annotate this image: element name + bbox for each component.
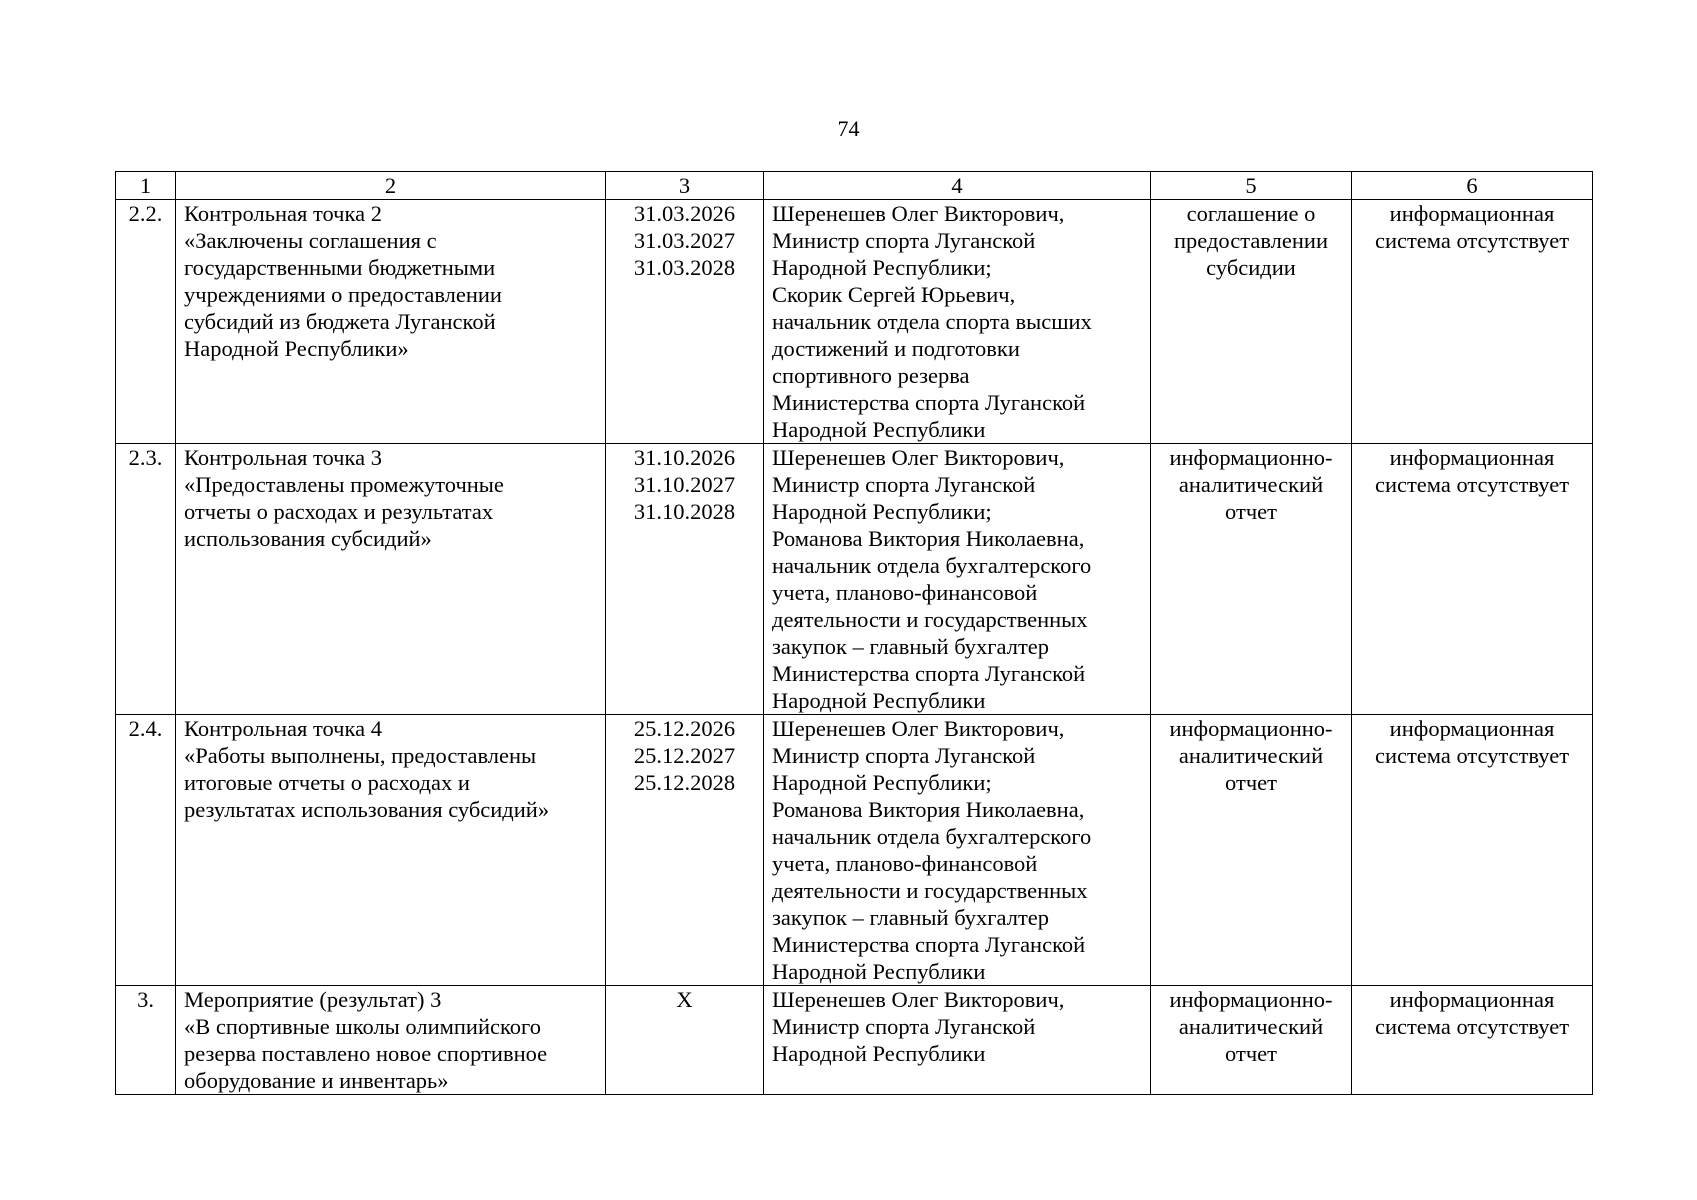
responsible-cell [764,444,1151,715]
deadline-date: 31.10.2027 [633,472,736,497]
responsible-line: Романова Виктория Николаевна, [772,797,1085,822]
responsible-line: учета, планово-финансовой [772,580,1038,605]
responsible-line: Скорик Сергей Юрьевич, [772,282,1016,307]
document-type-line: информационно- [1169,445,1333,470]
responsible-cell [764,200,1151,444]
deadline-date: 31.10.2026 [633,445,736,470]
responsible-line: Министерства спорта Луганской [772,932,1086,957]
responsible-line: начальник отдела спорта высших [772,309,1092,334]
event-name-cell [176,986,606,1095]
deadline-date: 31.10.2028 [633,499,736,524]
event-name-line: резерва поставлено новое спортивное [184,1041,548,1066]
responsible-line: учета, планово-финансовой [772,851,1038,876]
event-name-line: Контрольная точка 2 [184,201,382,226]
deadline-date: 25.12.2028 [633,770,736,795]
responsible-line: Народной Республики [772,417,986,442]
document-type-line: отчет [1225,499,1277,524]
responsible-line: Народной Республики; [772,255,992,280]
document-type-cell [1151,444,1352,715]
event-name-line: «Работы выполнены, предоставлены [184,743,537,768]
column-number: 6 [1352,172,1593,200]
info-system-line: информационная [1389,445,1555,470]
responsible-line: Министр спорта Луганской [772,743,1036,768]
info-system-line: система отсутствует [1374,1014,1570,1039]
control-points-table [115,171,1593,1095]
responsible-line: Народной Республики [772,688,986,713]
responsible-line: Шеренешев Олег Викторович, [772,987,1065,1012]
event-name-line: «Предоставлены промежуточные [184,472,504,497]
event-name-line: использования субсидий» [184,526,432,551]
document-type-line: аналитический [1178,743,1324,768]
responsible-line: Министерства спорта Луганской [772,390,1086,415]
responsible-line: деятельности и государственных [772,878,1088,903]
deadline-date: 25.12.2027 [633,743,736,768]
responsible-line: начальник отдела бухгалтерского [772,824,1092,849]
responsible-cell [764,986,1151,1095]
column-number-row [116,172,1593,200]
event-name-line: итоговые отчеты о расходах и [184,770,470,795]
event-name-line: «В спортивные школы олимпийского [184,1014,541,1039]
responsible-line: Министр спорта Луганской [772,228,1036,253]
event-name-cell [176,200,606,444]
responsible-line: Министерства спорта Луганской [772,661,1086,686]
event-name-line: отчеты о расходах и результатах [184,499,494,524]
responsible-line: Народной Республики; [772,770,992,795]
row-number-cell: 2.4. [116,715,176,986]
event-name-line: учреждениями о предоставлении [184,282,502,307]
deadline-cell [606,200,764,444]
document-type-line: соглашение о [1186,201,1316,226]
document-type-cell [1151,986,1352,1095]
column-number: 2 [176,172,606,200]
column-number: 4 [764,172,1151,200]
info-system-line: информационная [1389,987,1555,1012]
document-type-cell [1151,200,1352,444]
document-type-line: информационно- [1169,716,1333,741]
document-type-line: субсидии [1206,255,1296,280]
deadline-date: 31.03.2027 [633,228,736,253]
document-type-line: отчет [1225,770,1277,795]
responsible-line: достижений и подготовки [772,336,1020,361]
event-name-line: «Заключены соглашения с [184,228,437,253]
document-type-line: предоставлении [1174,228,1328,253]
deadline-cell [606,986,764,1095]
info-system-line: информационная [1389,716,1555,741]
column-number: 5 [1151,172,1352,200]
row-number-cell: 3. [116,986,176,1095]
responsible-line: Министр спорта Луганской [772,1014,1036,1039]
document-type-line: аналитический [1178,472,1324,497]
page-number: 74 [837,116,860,141]
responsible-cell [764,715,1151,986]
document-type-cell [1151,715,1352,986]
event-name-line: Контрольная точка 4 [184,716,382,741]
responsible-line: Шеренешев Олег Викторович, [772,716,1065,741]
deadline-cell [606,715,764,986]
event-name-line: результатах использования субсидий» [184,797,550,822]
deadline-date: 25.12.2026 [633,716,736,741]
table-row [116,715,1593,986]
responsible-line: Шеренешев Олег Викторович, [772,201,1065,226]
responsible-line: закупок – главный бухгалтер [772,905,1050,930]
responsible-line: спортивного резерва [772,363,970,388]
event-name-line: Контрольная точка 3 [184,445,382,470]
info-system-cell [1352,444,1593,715]
deadline-date: Х [676,987,693,1012]
deadline-cell [606,444,764,715]
info-system-cell [1352,715,1593,986]
responsible-line: деятельности и государственных [772,607,1088,632]
table-row [116,444,1593,715]
document-type-line: аналитический [1178,1014,1324,1039]
event-name-line: Народной Республики» [184,336,409,361]
info-system-cell [1352,986,1593,1095]
info-system-line: система отсутствует [1374,228,1570,253]
info-system-line: система отсутствует [1374,743,1570,768]
document-type-line: отчет [1225,1041,1277,1066]
event-name-cell [176,715,606,986]
responsible-line: Романова Виктория Николаевна, [772,526,1085,551]
responsible-line: Шеренешев Олег Викторович, [772,445,1065,470]
table-row [116,200,1593,444]
event-name-line: субсидий из бюджета Луганской [184,309,496,334]
column-number: 1 [116,172,176,200]
deadline-date: 31.03.2026 [633,201,736,226]
deadline-date: 31.03.2028 [633,255,736,280]
event-name-cell [176,444,606,715]
document-type-line: информационно- [1169,987,1333,1012]
info-system-cell [1352,200,1593,444]
event-name-line: оборудование и инвентарь» [184,1068,449,1093]
event-name-line: государственными бюджетными [184,255,496,280]
info-system-line: информационная [1389,201,1555,226]
responsible-line: Народной Республики; [772,499,992,524]
row-number-cell: 2.2. [116,200,176,444]
responsible-line: Министр спорта Луганской [772,472,1036,497]
table-row [116,986,1593,1095]
event-name-line: Мероприятие (результат) 3 [184,987,442,1012]
row-number-cell: 2.3. [116,444,176,715]
column-number: 3 [606,172,764,200]
info-system-line: система отсутствует [1374,472,1570,497]
responsible-line: закупок – главный бухгалтер [772,634,1050,659]
responsible-line: Народной Республики [772,959,986,984]
responsible-line: Народной Республики [772,1041,986,1066]
responsible-line: начальник отдела бухгалтерского [772,553,1092,578]
